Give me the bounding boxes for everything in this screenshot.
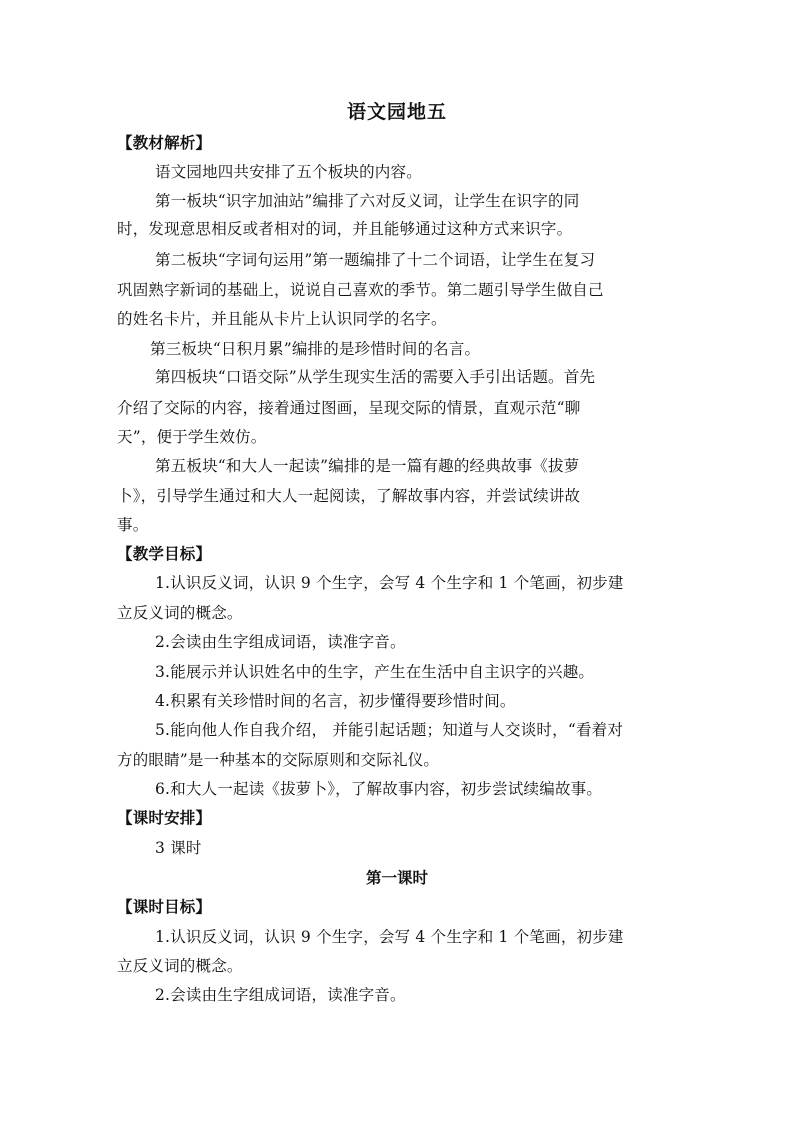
- analysis-line: 的姓名卡片，并且能从卡片上认识同学的名字。: [117, 310, 447, 328]
- schedule-line: 3 课时: [155, 839, 202, 857]
- analysis-line: 介绍了交际的内容，接着通过图画，呈现交际的情景，直观示范“聊: [117, 399, 581, 417]
- section-heading-goals: 【教学目标】: [117, 544, 212, 563]
- analysis-line: 语文园地四共安排了五个板块的内容。: [155, 163, 422, 181]
- analysis-line: 事。: [117, 516, 149, 534]
- lesson-goal-line: 立反义词的概念。: [117, 957, 243, 975]
- analysis-line: 第三板块“日积月累”编排的是珍惜时间的名言。: [150, 340, 481, 358]
- lesson-goal-line: 1.认识反义词，认识 9 个生字，会写 4 个生字和 1 个笔画，初步建: [155, 928, 624, 946]
- section-heading-analysis: 【教材解析】: [117, 133, 212, 152]
- analysis-line: 卜》，引导学生通过和大人一起阅读，了解故事内容，并尝试续讲故: [117, 487, 581, 505]
- lesson-title: 第一课时: [365, 868, 428, 887]
- section-heading-lesson-goals: 【课时目标】: [117, 897, 212, 916]
- goal-line: 1.认识反义词，认识 9 个生字，会写 4 个生字和 1 个笔画，初步建: [155, 574, 624, 592]
- analysis-line: 第二板块“字词句运用”第一题编排了十二个词语，让学生在复习: [155, 251, 596, 269]
- analysis-line: 巩固熟字新词的基础上，说说自己喜欢的季节。第二题引导学生做自己: [117, 281, 604, 299]
- goal-line: 立反义词的概念。: [117, 604, 243, 622]
- goal-line: 5.能向他人作自我介绍， 并能引起话题；知道与人交谈时，“看着对: [155, 721, 624, 739]
- analysis-line: 第四板块“口语交际”从学生现实生活的需要入手引出话题。首先: [155, 368, 596, 386]
- goal-line: 3.能展示并认识姓名中的生字，产生在生活中自主识字的兴趣。: [155, 663, 595, 681]
- goal-line: 6.和大人一起读《拔萝卜》，了解故事内容，初步尝试续编故事。: [155, 780, 603, 798]
- analysis-line: 第五板块“和大人一起读”编排的是一篇有趣的经典故事《拔萝: [155, 457, 580, 475]
- goal-line: 2.会读由生字组成词语，读准字音。: [155, 633, 406, 651]
- goal-line: 方的眼睛”是一种基本的交际原则和交际礼仪。: [117, 751, 440, 769]
- document-title: 语文园地五: [346, 101, 447, 123]
- analysis-line: 第一板块“识字加油站”编排了六对反义词，让学生在识字的同: [155, 192, 580, 210]
- goal-line: 4.积累有关珍惜时间的名言，初步懂得要珍惜时间。: [155, 692, 516, 710]
- lesson-goal-line: 2.会读由生字组成词语，读准字音。: [155, 986, 406, 1004]
- analysis-line: 时，发现意思相反或者相对的词，并且能够通过这种方式来识字。: [117, 220, 573, 238]
- analysis-line: 天”，便于学生效仿。: [117, 428, 267, 446]
- section-heading-schedule: 【课时安排】: [117, 808, 212, 827]
